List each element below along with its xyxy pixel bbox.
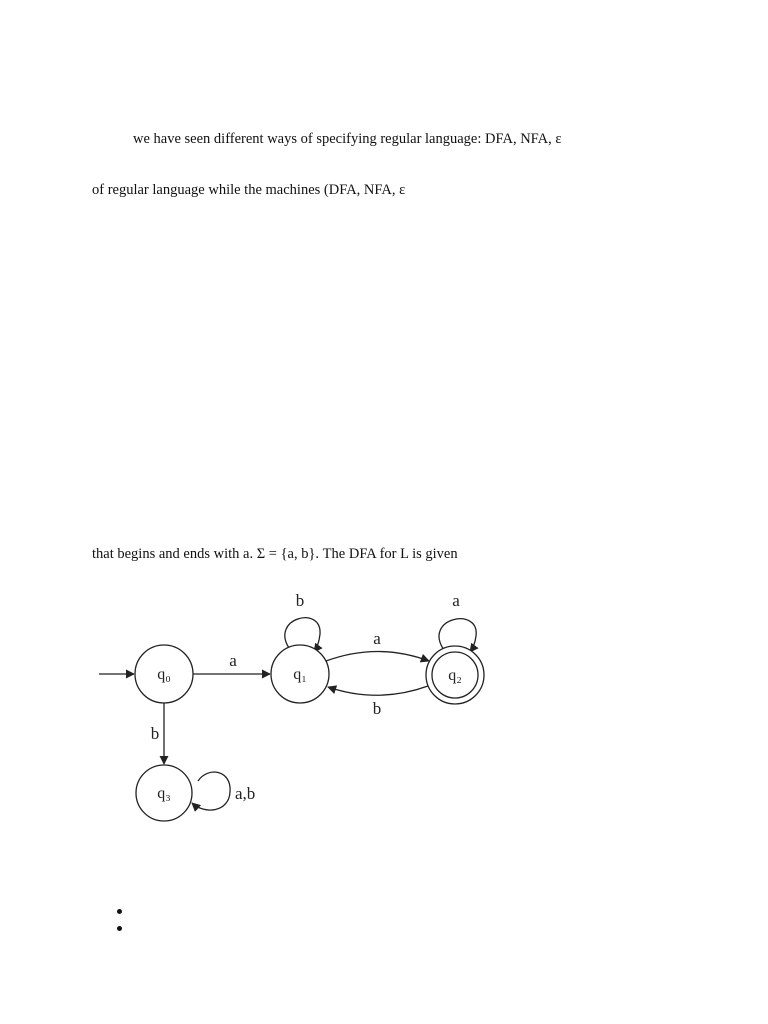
state-q3-label: q₃ <box>157 785 171 802</box>
edge-q2-self-loop-label: a <box>452 591 460 610</box>
edge-q0-q3-label: b <box>150 724 160 743</box>
state-q1 <box>271 645 329 703</box>
list-bullet <box>117 926 122 931</box>
edge-q2-q1 <box>328 686 428 695</box>
state-q2-label: q₂ <box>448 667 462 684</box>
edge-q1-q2 <box>326 652 429 662</box>
state-q3 <box>136 765 192 821</box>
list-bullet <box>117 909 122 914</box>
edge-q1-self-loop-label: b <box>295 591 305 610</box>
edge-q2-q1-label: b <box>372 699 382 718</box>
edge-q1-q2-label: a <box>373 629 381 648</box>
state-q2-accepting <box>426 646 484 704</box>
paragraph-regular-language-ways: we have seen different ways of specifying regular language: DFA, NFA, ε <box>133 131 562 147</box>
state-q0 <box>135 645 193 703</box>
state-q0-label: q₀ <box>157 666 171 683</box>
edge-q3-self-loop-label: a,b <box>235 784 256 803</box>
edge-q3-self-loop <box>192 772 230 810</box>
state-q1-label: q₁ <box>293 666 307 683</box>
edge-q0-q1-label: a <box>229 651 237 670</box>
paragraph-regular-language-machines: of regular language while the machines (DFA, NFA, ε <box>92 182 406 198</box>
paragraph-dfa-intro: that begins and ends with a. Σ = {a, b}. The DFA for L is given <box>92 546 458 562</box>
